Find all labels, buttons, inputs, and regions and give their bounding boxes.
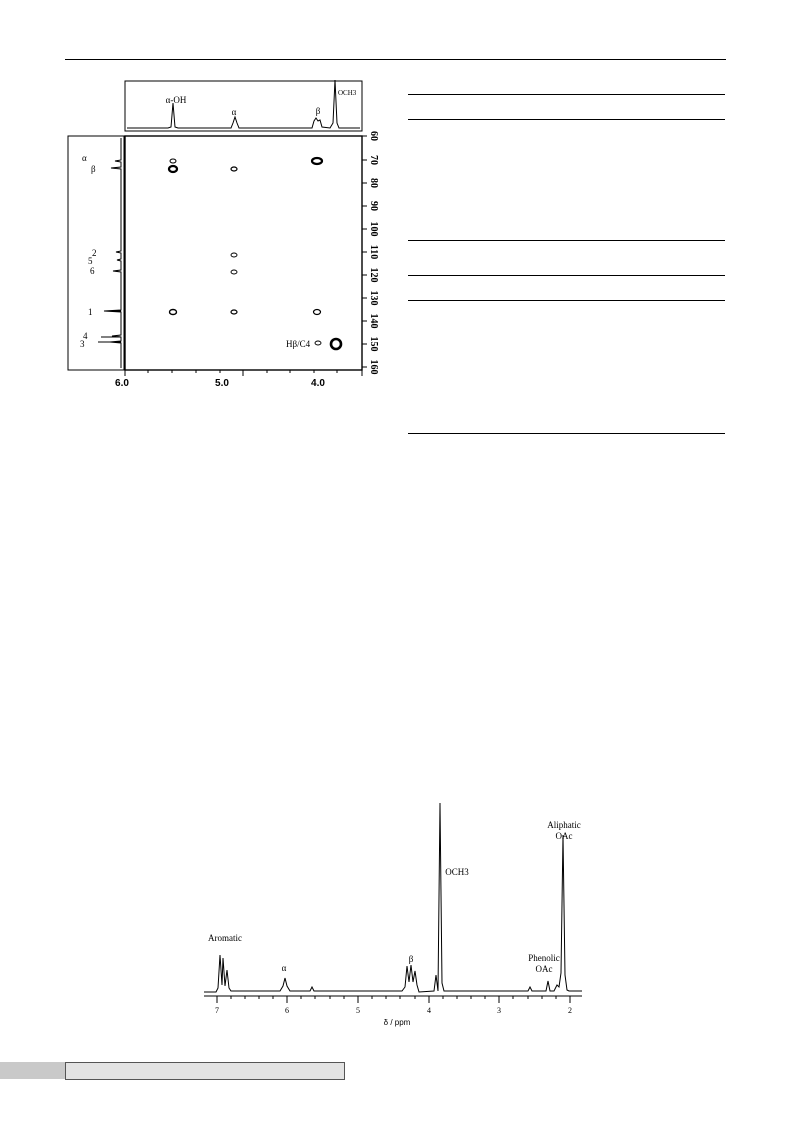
cross-peak xyxy=(170,159,176,163)
left-label-3: 3 xyxy=(80,339,85,349)
left-label-6: 6 xyxy=(90,266,95,276)
spectrum-x-tick: 2 xyxy=(568,1006,572,1015)
hsqc-y-tick: 70 xyxy=(368,155,379,165)
footer-page-tab xyxy=(0,1062,65,1079)
cross-peak xyxy=(231,310,237,314)
spectrum-peak-labels xyxy=(208,867,469,973)
table-rule xyxy=(408,300,725,301)
cross-peak xyxy=(231,253,237,257)
hsqc-cross-peaks xyxy=(169,158,341,349)
table-rule xyxy=(408,433,725,434)
table-rule xyxy=(408,119,725,120)
spectrum-trace xyxy=(204,803,582,992)
top-label-alpha: α xyxy=(231,107,237,117)
top-label-och3: OCH3 xyxy=(338,89,357,97)
hsqc-y-tick: 110 xyxy=(368,244,379,260)
spectrum-x-tick: 5 xyxy=(356,1006,360,1015)
hsqc-y-tick: 140 xyxy=(368,313,379,329)
peak-label-aliphatic-oac: Aliphatic OAc xyxy=(547,820,581,841)
footer-running-bar xyxy=(65,1062,345,1080)
page-top-rule xyxy=(65,59,726,60)
top-label-alpha-oh: α-OH xyxy=(165,95,187,105)
left-trace-labels xyxy=(80,153,97,349)
hsqc-y-tick-labels xyxy=(368,131,379,375)
cross-peak xyxy=(231,167,237,171)
hsqc-y-tick: 60 xyxy=(368,131,379,141)
hsqc-x-tick: 5.0 xyxy=(215,378,229,389)
peak-label-phenolic-oac: Phenolic OAc xyxy=(528,953,560,974)
left-trace-line xyxy=(104,138,121,368)
peak-label-och3: OCH3 xyxy=(445,867,469,877)
spectrum-x-tick: 6 xyxy=(285,1006,289,1015)
peak-label-alpha: α xyxy=(281,963,287,973)
hsqc-y-tick: 130 xyxy=(368,290,379,306)
hsqc-annotation: Hβ/C4 xyxy=(286,339,311,349)
hsqc-plot-frame xyxy=(125,136,362,370)
hsqc-x-tick: 6.0 xyxy=(115,378,129,389)
hsqc-y-tick: 100 xyxy=(368,221,379,237)
cross-peak xyxy=(312,158,322,164)
proton-nmr-spectrum xyxy=(190,795,600,1030)
top-label-beta: β xyxy=(315,106,321,116)
hsqc-figure xyxy=(60,75,400,395)
cross-peak xyxy=(231,270,237,274)
table-rule xyxy=(408,240,725,241)
left-label-alpha: α xyxy=(82,153,87,163)
cross-peak xyxy=(314,310,321,315)
hsqc-y-ticks xyxy=(362,136,367,367)
hsqc-y-tick: 150 xyxy=(368,336,379,352)
spectrum-x-ticks xyxy=(217,996,570,1003)
left-label-beta: β xyxy=(91,164,96,174)
peak-label-aromatic: Aromatic xyxy=(208,933,242,943)
spectrum-x-axis-label: δ / ppm xyxy=(383,1018,411,1027)
left-label-2: 2 xyxy=(92,248,97,258)
table-rule xyxy=(408,275,725,276)
cross-peak xyxy=(169,166,177,172)
hsqc-y-tick: 120 xyxy=(368,267,379,283)
spectrum-tick-labels xyxy=(215,1006,572,1015)
spectrum-x-tick: 7 xyxy=(215,1006,219,1015)
top-trace-line xyxy=(127,80,360,128)
peak-label-beta: β xyxy=(408,954,414,964)
hsqc-x-tick: 4.0 xyxy=(311,378,325,389)
table-rule xyxy=(408,94,725,95)
hsqc-y-tick: 90 xyxy=(368,201,379,211)
left-label-1: 1 xyxy=(88,307,93,317)
hsqc-x-ticks xyxy=(125,370,362,376)
cross-peak xyxy=(315,341,321,345)
spectrum-x-tick: 3 xyxy=(497,1006,501,1015)
hsqc-y-tick: 160 xyxy=(368,359,379,375)
cross-peak-h-beta-c4 xyxy=(331,339,341,349)
left-label-4: 4 xyxy=(83,331,88,341)
spectrum-x-tick: 4 xyxy=(427,1006,431,1015)
left-label-5: 5 xyxy=(88,256,93,266)
cross-peak xyxy=(170,310,177,315)
hsqc-y-tick: 80 xyxy=(368,178,379,188)
top-trace-frame xyxy=(125,81,362,131)
